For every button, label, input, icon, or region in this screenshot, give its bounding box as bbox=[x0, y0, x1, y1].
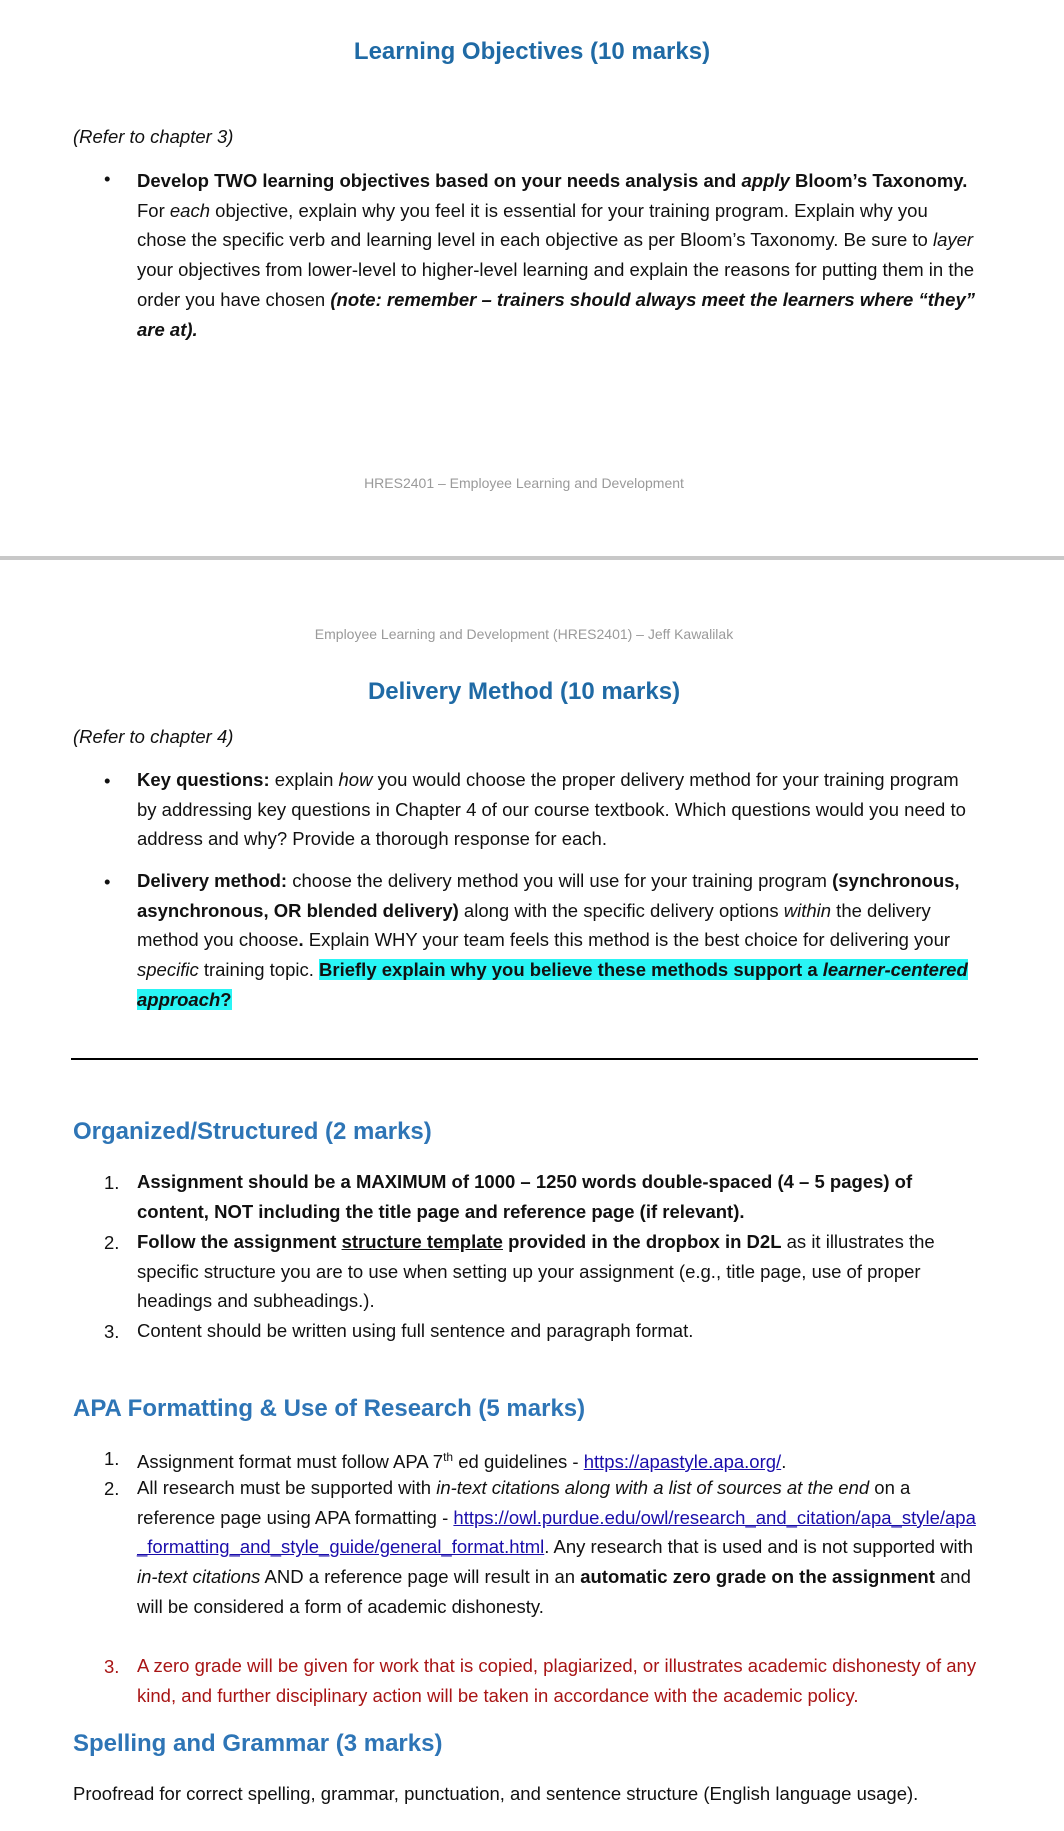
italic-text: each bbox=[169, 199, 211, 221]
organized-item-3: Content should be written using full sentence and paragraph format. bbox=[137, 1320, 694, 1341]
apa-style-link[interactable]: https://apastyle.apa.org/ bbox=[583, 1451, 782, 1473]
highlighted-question: Briefly explain why you believe these methods support a learner-centered approach? bbox=[137, 959, 968, 1010]
list-number: 1. bbox=[104, 1172, 120, 1193]
horizontal-rule bbox=[71, 1058, 978, 1060]
apa-item-3-warning: A zero grade will be given for work that is copied, plagiarized, or illustrates academic dishonesty of any kind, and further disciplinary action will be taken in accordance with the academic policy. bbox=[137, 1655, 977, 1706]
bold-label: Delivery method: bbox=[137, 870, 288, 891]
bold-label: Key questions: bbox=[137, 769, 270, 790]
heading-organized-structured: Organized/Structured (2 marks) bbox=[73, 1118, 432, 1145]
underlined-text: structure template bbox=[341, 1231, 503, 1252]
learning-objectives-bullet: Develop TWO learning objectives based on your needs analysis and apply Bloom’s Taxonomy. For each objective, explain why you feel it is essential for your training program. Explain why you chose the specific verb and learning level in each objective as per Bloom’s Taxonomy. Be sure to layer your objectives from lower-level to higher-level learning and explain the reasons for putting them in the order you have chosen (note: remember – trainers should always meet the learners where “they” are at). bbox=[137, 170, 976, 340]
bold-italic-note: (note: remember – trainers should always meet the learners where “they” are at). bbox=[137, 288, 976, 340]
heading-spelling-grammar: Spelling and Grammar (3 marks) bbox=[73, 1730, 443, 1757]
spelling-grammar-text: Proofread for correct spelling, grammar, punctuation, and sentence structure (English language usage). bbox=[73, 1783, 919, 1804]
bold-text: (synchronous, asynchronous, OR blended delivery) bbox=[137, 870, 960, 921]
list-number: 1. bbox=[104, 1448, 120, 1469]
apa-item-1: Assignment format must follow APA 7th ed guidelines - https://apastyle.apa.org/. bbox=[137, 1450, 787, 1473]
page-title-delivery-method: Delivery Method (10 marks) bbox=[367, 678, 681, 705]
purdue-owl-link[interactable]: https://owl.purdue.edu/owl/research_and_citation/apa_style/apa_formatting_and_style_guide/general_format.html bbox=[137, 1506, 976, 1558]
bullet-marker: • bbox=[104, 168, 111, 189]
page-title-learning-objectives: Learning Objectives (10 marks) bbox=[353, 38, 711, 65]
apa-item-2: All research must be supported with in-text citations along with a list of sources at the end on a reference page using APA formatting - https://owl.purdue.edu/owl/research_and_citation/apa_style/apa_formatting_and_style_guide/general_format.html. Any research that is used and is not supported with in-text citations AND a reference page will result in an automatic zero grade on the assignment and will be considered a form of academic dishonesty. bbox=[137, 1477, 976, 1617]
italic-text: apply bbox=[741, 170, 790, 191]
bullet-marker: • bbox=[104, 871, 111, 892]
bold-text: Develop TWO learning objectives based on your needs analysis and bbox=[137, 170, 742, 191]
delivery-method-bullet: Delivery method: choose the delivery method you will use for your training program (synchronous, asynchronous, OR blended delivery) along with the specific delivery options within the delivery method you choose. Explain WHY your team feels this method is the best choice for delivering your specific training topic. Briefly explain why you believe these methods support a learner-centered approach? bbox=[137, 870, 968, 1010]
bullet-marker: • bbox=[104, 770, 111, 791]
list-number: 3. bbox=[104, 1656, 120, 1677]
heading-apa-formatting: APA Formatting & Use of Research (5 marks) bbox=[73, 1395, 586, 1422]
italic-text: within bbox=[783, 899, 832, 921]
list-number: 3. bbox=[104, 1321, 120, 1342]
italic-text: how bbox=[338, 769, 373, 790]
italic-text: layer bbox=[932, 229, 974, 251]
organized-item-2: Follow the assignment structure template provided in the dropbox in D2L as it illustrates the specific structure you are to use when setting up your assignment (e.g., title page, use of proper headings and subheadings.). bbox=[137, 1231, 935, 1312]
page-header: Employee Learning and Development (HRES2401) – Jeff Kawalilak bbox=[314, 626, 734, 642]
list-number: 2. bbox=[104, 1478, 120, 1499]
list-number: 2. bbox=[104, 1232, 120, 1253]
bold-text: Bloom’s Taxonomy. bbox=[789, 170, 968, 191]
refer-chapter-3: (Refer to chapter 3) bbox=[73, 126, 234, 147]
italic-text: specific bbox=[137, 959, 199, 981]
page-footer: HRES2401 – Employee Learning and Development bbox=[364, 475, 684, 491]
page-separator bbox=[0, 556, 1064, 560]
refer-chapter-4: (Refer to chapter 4) bbox=[73, 726, 234, 747]
key-questions-bullet: Key questions: explain how you would choose the proper delivery method for your training program by addressing key questions in Chapter 4 of our course textbook. Which questions would you need to address and why? Provide a thorough response for each. bbox=[137, 769, 966, 850]
organized-item-1: Assignment should be a MAXIMUM of 1000 – 1250 words double-spaced (4 – 5 pages) of content, NOT including the title page and reference page (if relevant). bbox=[137, 1171, 913, 1222]
